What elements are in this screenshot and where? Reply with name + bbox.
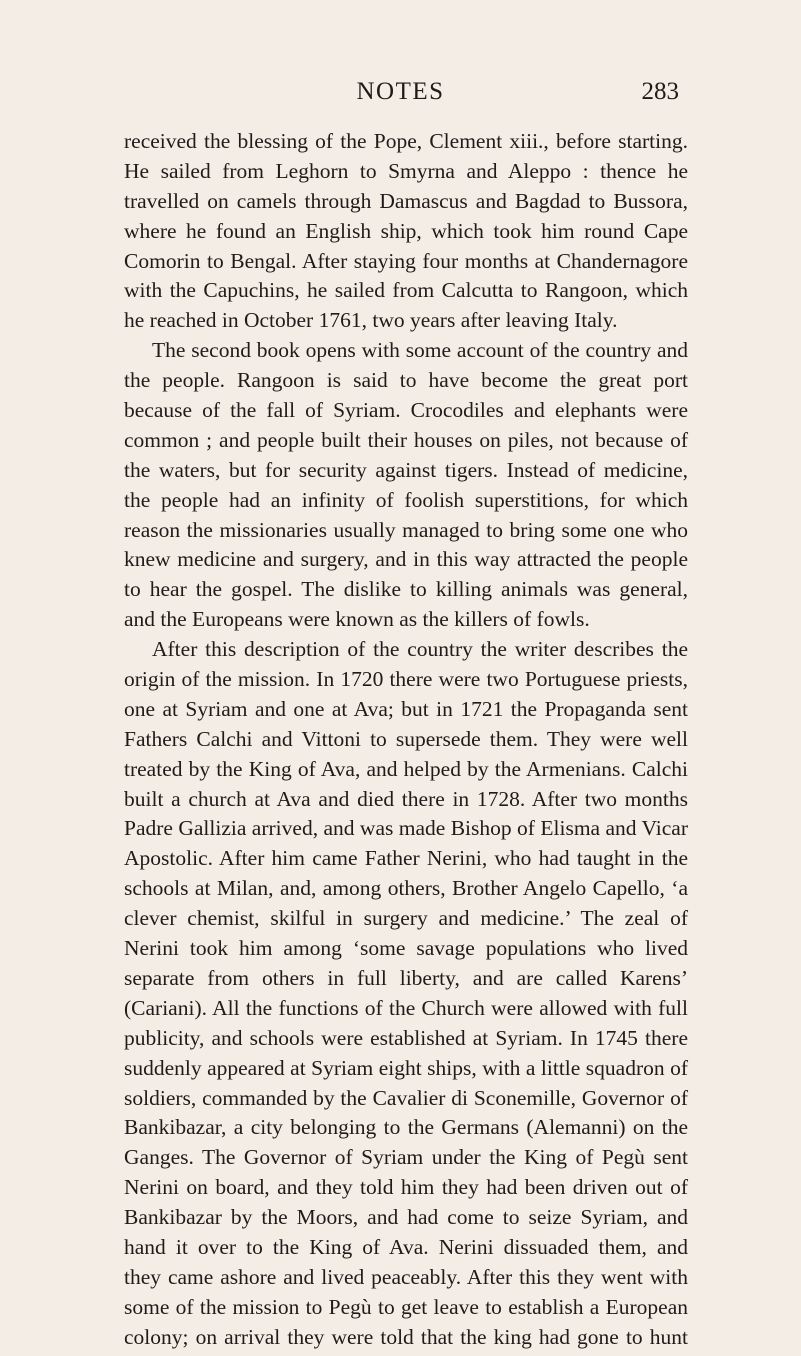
text-line: where he found an English ship, which took him round Cape: [124, 218, 688, 243]
text-line: hand it over to the King of Ava. Nerini dissuaded them, and: [124, 1234, 688, 1259]
text-line: reason the missionaries usually managed to bring some one who: [124, 517, 688, 542]
page-number: 283: [641, 78, 679, 105]
text-line: Apostolic. After him came Father Nerini, who had taught in the: [124, 846, 688, 871]
text-line: received the blessing of the Pope, Clement xiii., before starting.: [124, 129, 688, 153]
text-line: Nerini on board, and they told him they had been driven out of: [124, 1175, 688, 1200]
text-line: the people. Rangoon is said to have become the great port: [124, 368, 688, 393]
text-line: and the Europeans were known as the killers of fowls.: [124, 607, 590, 632]
text-line: schools at Milan, and, among others, Brother Angelo Capello, ‘a: [124, 876, 688, 901]
text-line: he reached in October 1761, two years after leaving Italy.: [124, 308, 618, 333]
text-line: He sailed from Leghorn to Smyrna and Aleppo : thence he: [124, 158, 688, 183]
body-text: [124, 127, 688, 1353]
text-line: colony; on arrival they were told that the king had gone to hunt: [124, 1324, 688, 1349]
running-head: [0, 78, 801, 112]
text-line: After this description of the country the writer describes the: [152, 637, 688, 662]
text-line: Ganges. The Governor of Syriam under the King of Pegù sent: [124, 1145, 688, 1170]
text-line: publicity, and schools were established at Syriam. In 1745 there: [124, 1025, 688, 1050]
text-line: The second book opens with some account of the country and: [152, 338, 688, 363]
text-line: travelled on camels through Damascus and Bagdad to Bussora,: [124, 188, 688, 213]
text-line: Bankibazar, a city belonging to the Germans (Alemanni) on the: [124, 1115, 688, 1140]
text-line: Padre Gallizia arrived, and was made Bishop of Elisma and Vicar: [124, 816, 688, 841]
text-line: origin of the mission. In 1720 there were two Portuguese priests,: [124, 667, 688, 692]
text-line: the waters, but for security against tigers. Instead of medicine,: [124, 457, 688, 482]
text-line: they came ashore and lived peaceably. After this they went with: [124, 1264, 688, 1289]
text-line: soldiers, commanded by the Cavalier di Sconemille, Governor of: [124, 1085, 688, 1110]
text-line: Fathers Calchi and Vittoni to supersede them. They were well: [124, 726, 688, 751]
text-line: because of the fall of Syriam. Crocodiles and elephants were: [124, 398, 688, 423]
text-line: with the Capuchins, he sailed from Calcutta to Rangoon, which: [124, 278, 688, 303]
text-line: separate from others in full liberty, and are called Karens’: [124, 965, 688, 990]
text-line: Bankibazar by the Moors, and had come to seize Syriam, and: [124, 1205, 688, 1230]
text-line: knew medicine and surgery, and in this way attracted the people: [124, 547, 688, 572]
text-line: Comorin to Bengal. After staying four months at Chandernagore: [124, 248, 688, 273]
text-line: to hear the gospel. The dislike to killing animals was general,: [124, 577, 688, 602]
text-line: built a church at Ava and died there in 1728. After two months: [124, 786, 688, 811]
text-line: one at Syriam and one at Ava; but in 1721 the Propaganda sent: [124, 696, 688, 721]
running-head-title: NOTES: [356, 78, 445, 105]
text-line: the people had an infinity of foolish superstitions, for which: [124, 487, 688, 512]
text-line: suddenly appeared at Syriam eight ships, with a little squadron of: [124, 1055, 688, 1080]
text-line: (Cariani). All the functions of the Church were allowed with full: [124, 995, 688, 1020]
text-line: Nerini took him among ‘some savage populations who lived: [124, 936, 688, 961]
text-line: common ; and people built their houses on piles, not because of: [124, 427, 688, 452]
text-line: some of the mission to Pegù to get leave to establish a European: [124, 1294, 688, 1319]
text-line: clever chemist, skilful in surgery and medicine.’ The zeal of: [124, 906, 688, 931]
text-line: treated by the King of Ava, and helped by the Armenians. Calchi: [124, 756, 688, 781]
